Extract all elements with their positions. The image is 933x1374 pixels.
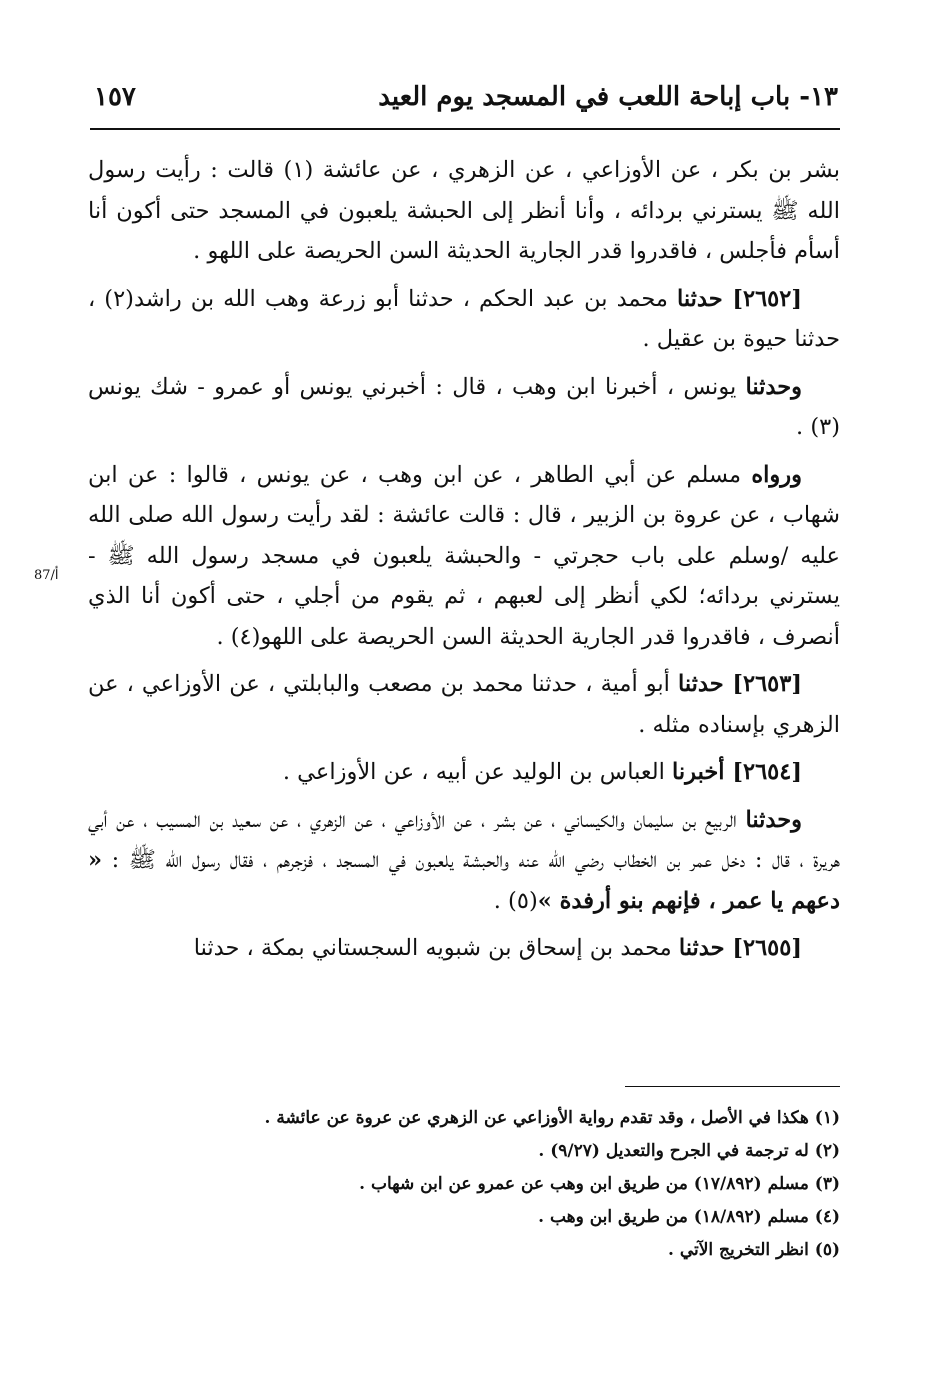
paragraph (88, 928, 840, 969)
footnote: (٢) له ترجمة في الجرح والتعديل (٩/٢٧) . (538, 1141, 840, 1161)
paragraph (88, 279, 840, 360)
paragraph (88, 752, 840, 793)
text-segment: محمد بن إسحاق بن شبويه السجستاني بمكة ، حدثنا (193, 935, 679, 961)
bold-segment: وحدثنا (745, 373, 802, 400)
manuscript-folio-note: 87/أ (34, 568, 59, 583)
footnote: (٤) مسلم (١٨/٨٩٢) من طريق ابن وهب . (538, 1207, 840, 1227)
bold-segment: ورواه (751, 461, 802, 488)
footnote: (٥) انظر التخريج الآتي . (667, 1240, 840, 1260)
footnotes (88, 1102, 840, 1267)
text-segment: (٥) . (493, 887, 538, 914)
text-segment: محمد بن عبد الحكم ، حدثنا أبو زرعة وهب الله بن راشد(٢) ، حدثنا حيوة بن عقيل . (88, 285, 840, 352)
bold-segment: « دعهم يا عمر ، فإنهم بنو أرفدة » (88, 847, 840, 914)
bold-segment: وحدثنا (745, 806, 802, 833)
footnote-rule (625, 1086, 840, 1087)
paragraph (88, 664, 840, 745)
page-number: ١٥٧ (94, 82, 136, 112)
paragraph (88, 367, 840, 448)
footnote: (٣) مسلم (١٧/٨٩٢) من طريق ابن وهب عن عمرو عن ابن شهاب . (359, 1174, 840, 1194)
text-segment: أبو أمية ، حدثنا محمد بن مصعب والبابلتي ، عن الأوزاعي ، عن الزهري بإسناده مثله . (88, 671, 840, 738)
header-rule (90, 128, 840, 130)
text-segment: العباس بن الوليد عن أبيه ، عن الأوزاعي . (282, 759, 673, 785)
running-header (90, 80, 838, 124)
paragraph (88, 800, 840, 922)
text-segment: مسلم عن أبي الطاهر ، عن ابن وهب ، عن يونس ، قالوا : عن ابن شهاب ، عن عروة بن الزبير ، قال : قالت عائشة : لقد رأيت رسول الله صلى الله عليه /وسلم على باب حجرتي - والحبشة يلعبون في مسجد رسول الله ﷺ - يسترني بردائه؛ لكي أنظر إلى لعبهم ، ثم يقوم من أجلي ، حتى أكون أنا الذي أنصرف ، فاقدروا قدر الجارية الحديثة السن الحريصة على اللهو(٤) . (88, 461, 840, 650)
bold-segment: [٢٦٥٢] حدثنا (677, 285, 802, 312)
chapter-title: ١٣- باب إباحة اللعب في المسجد يوم العيد (378, 82, 838, 112)
paragraph (88, 455, 840, 658)
bold-segment: [٢٦٥٥] حدثنا (678, 935, 802, 961)
footnote: (١) هكذا في الأصل ، وقد تقدم رواية الأوزاعي عن الزهري عن عروة عن عائشة . (264, 1108, 840, 1128)
text-segment: يونس ، أخبرنا ابن وهب ، قال : أخبرني يونس أو عمرو - شك يونس (٣) . (88, 373, 840, 440)
paragraph (88, 150, 840, 272)
text-segment: بشر بن بكر ، عن الأوزاعي ، عن الزهري ، عن عائشة (١) قالت : رأيت رسول الله ﷺ يسترني بردائه ، وأنا أنظر إلى الحبشة يلعبون في المسجد حتى أكون أنا أسأم فأجلس ، فاقدروا قدر الجارية الحديثة السن الحريصة على اللهو . (88, 157, 840, 264)
bold-segment: [٢٦٥٤] أخبرنا (672, 759, 802, 785)
bold-segment: [٢٦٥٣] حدثنا (677, 671, 802, 697)
text-segment: الربيع بن سليمان والكيساني ، عن بشر ، عن الأوزاعي ، عن الزهري ، عن سعيد بن المسيب ، عن أبي هريرة ، قال : دخل عمر بن الخطاب رضي الله عنه والحبشة يلعبون في المسجد ، فزجرهم ، فقال رسول الله ﷺ : (88, 806, 840, 873)
main-text (88, 150, 840, 976)
